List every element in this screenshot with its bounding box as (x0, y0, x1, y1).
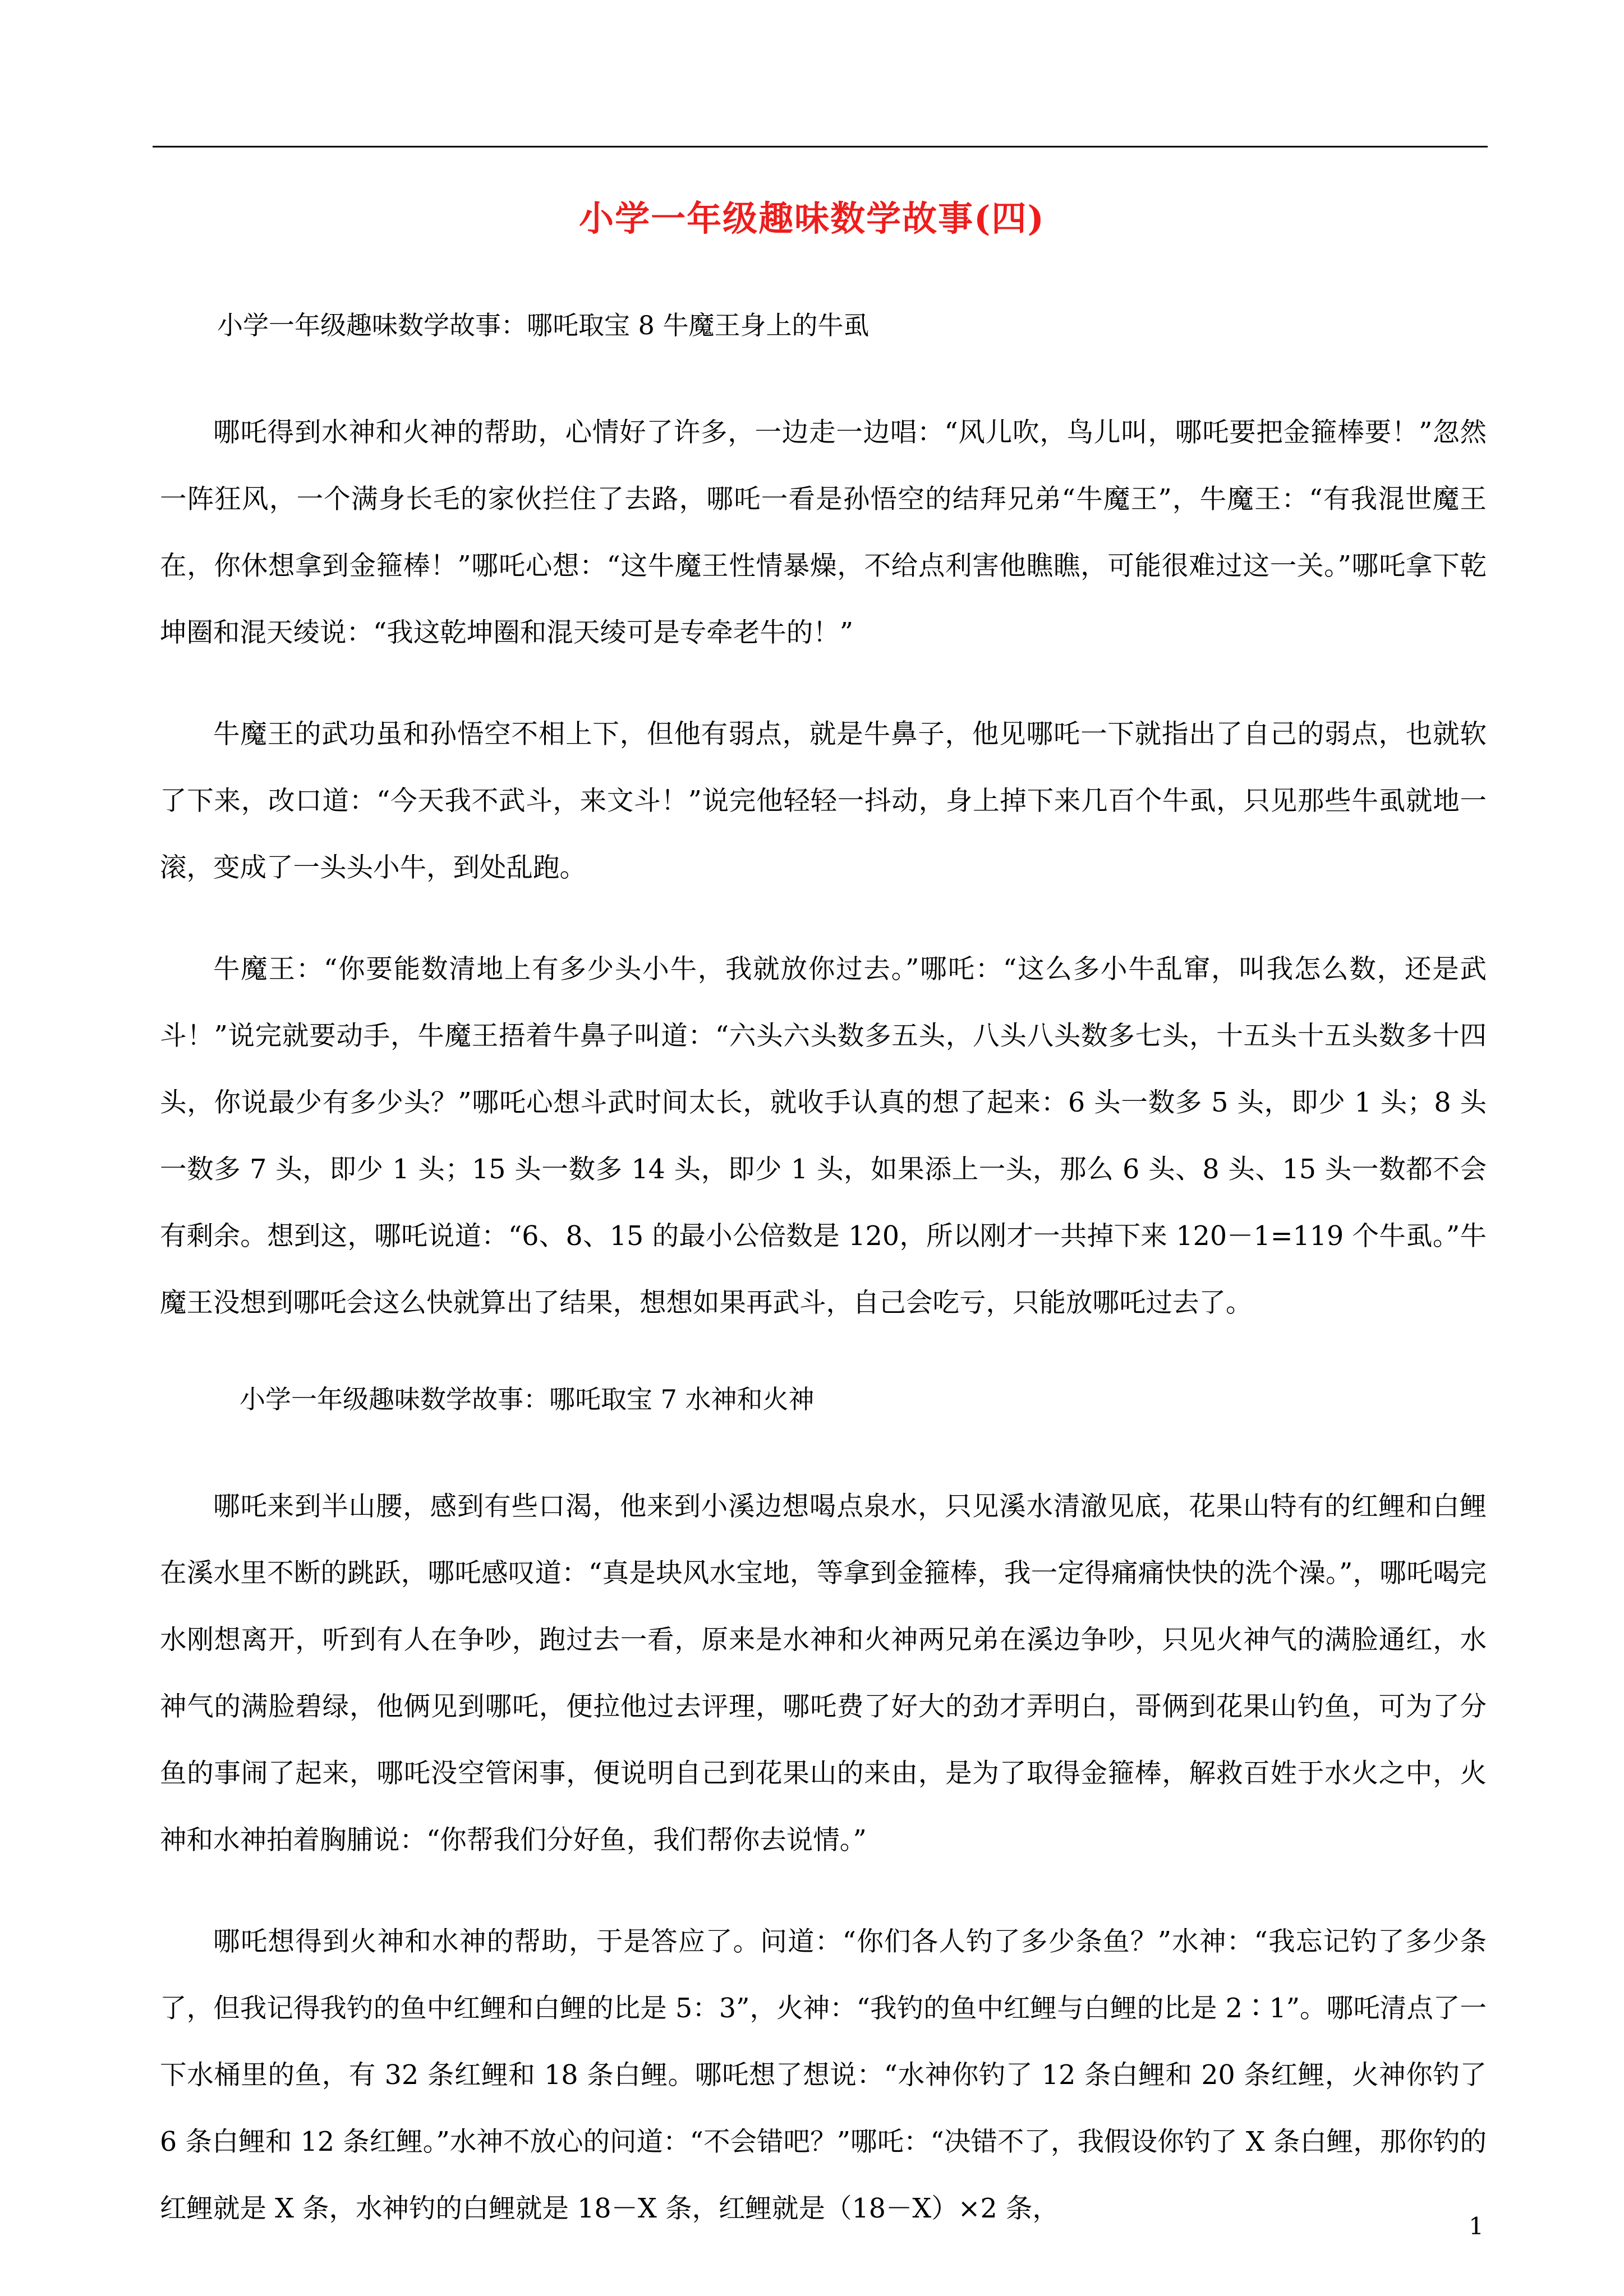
body-paragraph: 牛魔王的武功虽和孙悟空不相上下，但他有弱点，就是牛鼻子，他见哪吒一下就指出了自己的弱点，也就软了下来，改口道：“今天我不武斗，来文斗！”说完他轻轻一抖动，身上掉下来几百个牛虱，只见那些牛虱就地一滚，变成了一头头小牛，到处乱跑。 (160, 719, 1487, 883)
page-number: 1 (1469, 2212, 1484, 2240)
body-paragraph: 哪吒来到半山腰，感到有些口渴，他来到小溪边想喝点泉水，只见溪水清澈见底，花果山特有的红鲤和白鲤在溪水里不断的跳跃，哪吒感叹道：“真是块风水宝地，等拿到金箍棒，我一定得痛痛快快的洗个澡。”，哪吒喝完水刚想离开，听到有人在争吵，跑过去一看，原来是水神和火神两兄弟在溪边争吵，只见火神气的满脸通红，水神气的满脸碧绿，他俩见到哪吒，便拉他过去评理，哪吒费了好大的劲才弄明白，哥俩到花果山钓鱼，可为了分鱼的事闹了起来，哪吒没空管闲事，便说明自己到花果山的来由，是为了取得金箍棒，解救百姓于水火之中，火神和水神拍着胸脯说：“你帮我们分好鱼，我们帮你去说情。” (160, 1491, 1487, 1856)
body-paragraph: 牛魔王：“你要能数清地上有多少头小牛，我就放你过去。”哪吒：“这么多小牛乱窜，叫我怎么数，还是武斗！”说完就要动手，牛魔王捂着牛鼻子叫道：“六头六头数多五头，八头八头数多七头，十五头十五头数多十四头，你说最少有多少头？”哪吒心想斗武时间太长，就收手认真的想了起来：6 头一数多 5 头，即少 1 头；8 头一数多 7 头，即少 1 头；15 头一数多 14 头，即少 1 头，如果添上一头，那么 6 头、8 头、15 头一数都不会有剩余。想到这，哪吒说道：“6、8、15 的最小公倍数是 120，所以刚才一共掉下来 120－1=119 个牛虱。”牛魔王没想到哪吒会这么快就算出了结果，想想如果再武斗，自己会吃亏，只能放哪吒过去了。 (160, 954, 1487, 1318)
document-title: 小学一年级趣味数学故事(四) (579, 198, 1045, 239)
body-paragraph: 哪吒得到水神和火神的帮助，心情好了许多，一边走一边唱：“风儿吹，鸟儿叫，哪吒要把金箍棒要！”忽然一阵狂风，一个满身长毛的家伙拦住了去路，哪吒一看是孙悟空的结拜兄弟“牛魔王”，牛魔王：“有我混世魔王在，你休想拿到金箍棒！”哪吒心想：“这牛魔王性情暴燥，不给点利害他瞧瞧，可能很难过这一关。”哪吒拿下乾坤圈和混天绫说：“我这乾坤圈和混天绫可是专牵老牛的！” (160, 417, 1487, 648)
section-subtitle: 小学一年级趣味数学故事：哪吒取宝 8 牛魔王身上的牛虱 (217, 310, 869, 340)
header-rule (153, 146, 1488, 147)
section-subtitle: 小学一年级趣味数学故事：哪吒取宝 7 水神和火神 (240, 1384, 815, 1414)
document-body (160, 297, 1487, 2242)
body-paragraph: 哪吒想得到火神和水神的帮助，于是答应了。问道：“你们各人钓了多少条鱼？”水神：“我忘记钓了多少条了，但我记得我钓的鱼中红鲤和白鲤的比是 5：3”，火神：“我钓的鱼中红鲤与白鲤的比是 2∶1”。哪吒清点了一下水桶里的鱼，有 32 条红鲤和 18 条白鲤。哪吒想了想说：“水神你钓了 12 条白鲤和 20 条红鲤，火神你钓了 6 条白鲤和 12 条红鲤。”水神不放心的问道：“不会错吧？”哪吒：“决错不了，我假设你钓了 X 条白鲤，那你钓的红鲤就是 X 条，水神钓的白鲤就是 18－X 条，红鲤就是（18－X）×2 条， (160, 1926, 1487, 2224)
